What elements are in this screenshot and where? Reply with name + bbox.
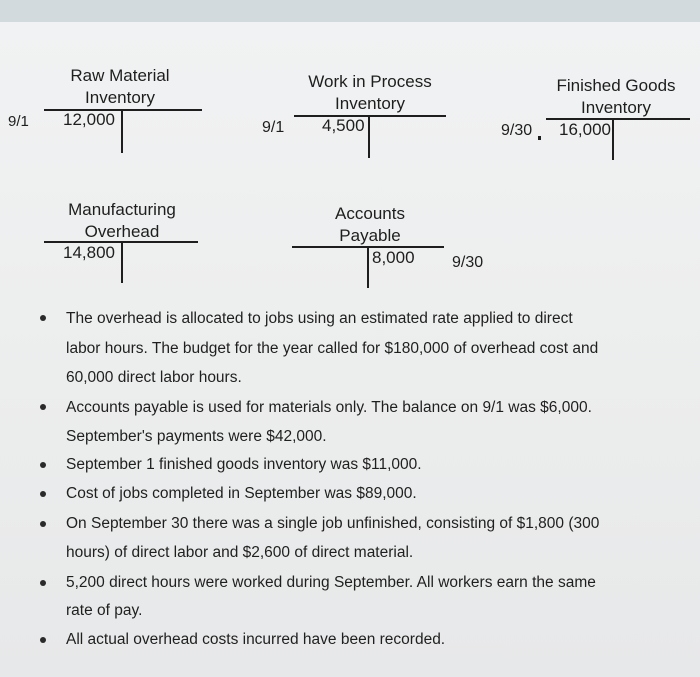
t-account-top-rule: [294, 115, 446, 117]
note-text: Accounts payable is used for materials only. The balance on 9/1 was $6,000.: [66, 399, 592, 416]
note-text: hours) of direct labor and $2,600 of direct material.: [66, 544, 414, 561]
credit-entry: 8,000: [372, 248, 415, 267]
account-title: Raw Material: [70, 66, 170, 85]
top-strip: [0, 0, 700, 22]
account-title: Work in Process: [308, 72, 432, 91]
account-title: Inventory: [85, 88, 155, 107]
bullet-icon: [40, 315, 46, 321]
note-text: September 1 finished goods inventory was $11,000.: [66, 456, 422, 473]
account-title: Accounts: [335, 204, 405, 223]
entry-date: 9/1: [8, 113, 29, 130]
bullet-icon: [40, 462, 46, 468]
entry-date: 9/30: [501, 122, 533, 139]
bullet-icon: [40, 491, 46, 497]
note-text: Cost of jobs completed in September was $89,000.: [66, 485, 417, 502]
account-title: Inventory: [335, 94, 405, 113]
bullet-icon: [40, 404, 46, 410]
entry-date: 9/1: [262, 119, 285, 136]
note-text: rate of pay.: [66, 602, 143, 619]
note-text: 60,000 direct labor hours.: [66, 369, 242, 386]
bullet-icon: [40, 521, 46, 527]
note-text: labor hours. The budget for the year called for $180,000 of overhead cost and: [66, 340, 599, 357]
note-text: All actual overhead costs incurred have been recorded.: [66, 631, 446, 648]
debit-entry: 14,800: [63, 243, 115, 262]
debit-entry: 16,000: [559, 120, 611, 139]
stray-mark: [538, 136, 541, 140]
account-title: Finished Goods: [556, 76, 676, 95]
note-text: September's payments were $42,000.: [66, 428, 327, 445]
account-title: Manufacturing: [68, 200, 176, 219]
debit-entry: 4,500: [322, 116, 365, 135]
entry-date: 9/30: [452, 254, 484, 271]
t-account-divider: [121, 109, 123, 153]
account-title: Inventory: [581, 98, 651, 117]
debit-entry: 12,000: [63, 110, 115, 129]
bullet-icon: [40, 580, 46, 586]
account-title: Overhead: [84, 222, 160, 241]
t-account-divider: [367, 246, 369, 288]
t-account-divider: [121, 241, 123, 283]
t-account-divider: [368, 115, 370, 158]
note-text: 5,200 direct hours were worked during September. All workers earn the same: [66, 574, 596, 591]
note-text: The overhead is allocated to jobs using an estimated rate applied to direct: [66, 310, 573, 327]
t-account-divider: [612, 118, 614, 160]
bullet-icon: [40, 637, 46, 643]
account-title: Payable: [339, 226, 401, 245]
note-text: On September 30 there was a single job unfinished, consisting of $1,800 (300: [66, 515, 600, 532]
